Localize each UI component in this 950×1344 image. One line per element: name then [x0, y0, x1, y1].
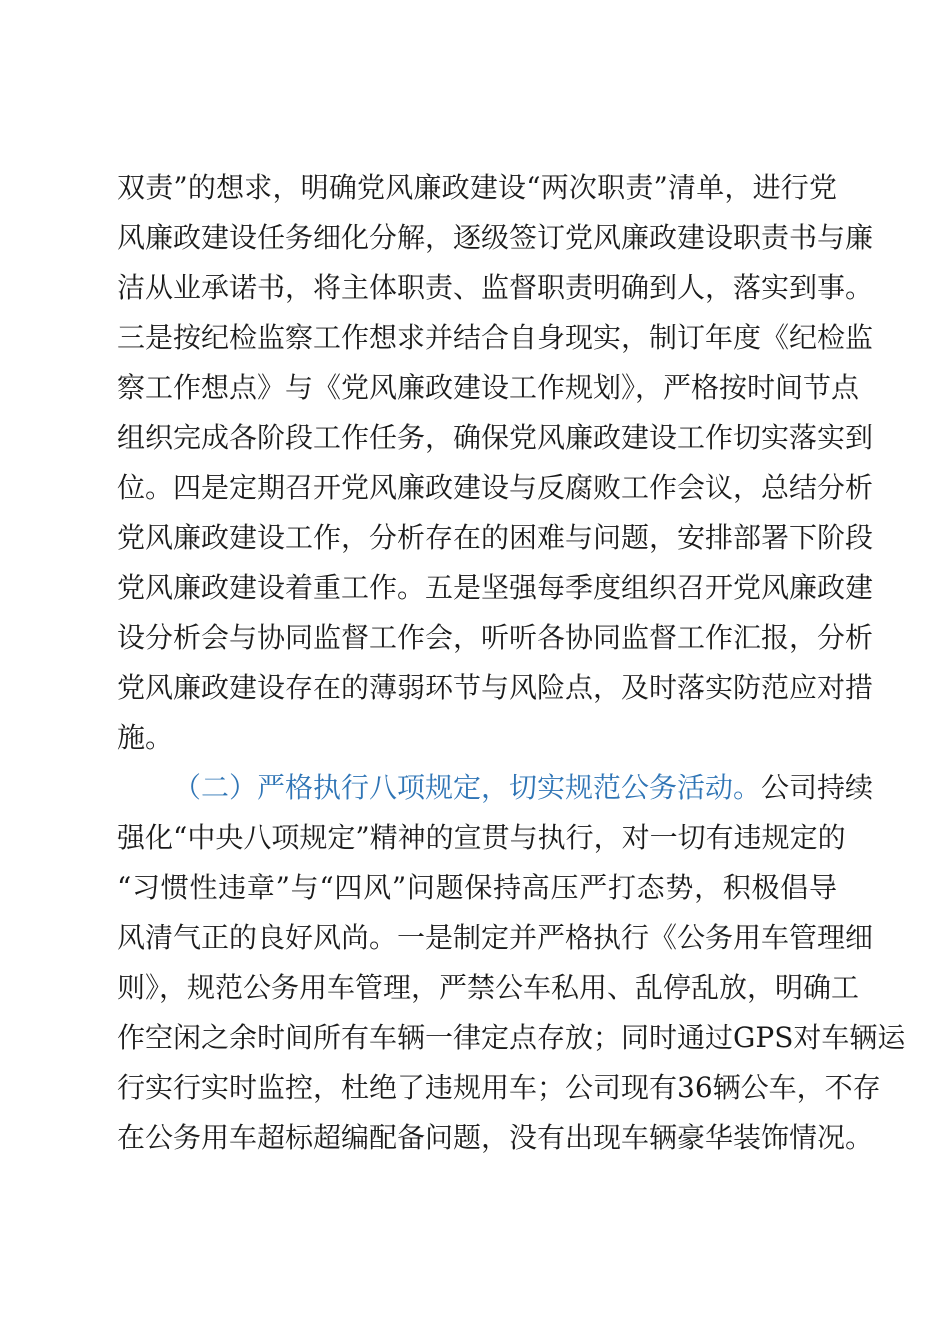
paragraph-1-line: 洁从业承诺书，将主体职责、监督职责明确到人，落实到事。 [117, 271, 874, 304]
paragraph-1-line: 风廉政建设任务细化分解，逐级签订党风廉政建设职责书与廉 [117, 221, 874, 254]
paragraph-1-line: 党风廉政建设存在的薄弱环节与风险点，及时落实防范应对措 [117, 671, 874, 704]
paragraph-2-line: 强化“中央八项规定”精神的宣贯与执行，对一切有违规定的 [117, 821, 846, 854]
section-heading: （二）严格执行八项规定，切实规范公务活动。 [173, 771, 762, 804]
paragraph-2-first-line-rest: 公司持续 [761, 771, 874, 804]
paragraph-1-line: 党风廉政建设工作，分析存在的困难与问题，安排部署下阶段 [117, 521, 874, 554]
paragraph-1-line: 双责”的想求，明确党风廉政建设“两次职责”清单，进行党 [117, 171, 837, 204]
paragraph-2-line: 作空闲之余时间所有车辆一律定点存放；同时通过GPS对车辆运 [117, 1021, 906, 1054]
paragraph-2-line: 则》，规范公务用车管理，严禁公车私用、乱停乱放，明确工 [117, 971, 860, 1004]
paragraph-2-line: 行实行实时监控，杜绝了违规用车；公司现有36辆公车，不存 [117, 1071, 881, 1104]
paragraph-2-line: 在公务用车超标超编配备问题，没有出现车辆豪华装饰情况。 [117, 1121, 874, 1154]
paragraph-1-line: 设分析会与协同监督工作会，听听各协同监督工作汇报，分析 [117, 621, 874, 654]
paragraph-1-line: 位。四是定期召开党风廉政建设与反腐败工作会议，总结分析 [117, 471, 874, 504]
paragraph-2-line: “习惯性违章”与“四风”问题保持高压严打态势，积极倡导 [117, 871, 837, 904]
paragraph-1-line: 党风廉政建设着重工作。五是坚强每季度组织召开党风廉政建 [117, 571, 874, 604]
paragraph-2-line: 风清气正的良好风尚。一是制定并严格执行《公务用车管理细 [117, 921, 874, 954]
paragraph-2-first-line [117, 770, 874, 806]
paragraph-1-line: 察工作想点》与《党风廉政建设工作规划》，严格按时间节点 [117, 371, 860, 404]
paragraph-1-line: 施。 [117, 721, 174, 754]
paragraph-1-line: 三是按纪检监察工作想求并结合自身现实，制订年度《纪检监 [117, 321, 874, 354]
paragraph-1-line: 组织完成各阶段工作任务，确保党风廉政建设工作切实落实到 [117, 421, 874, 454]
